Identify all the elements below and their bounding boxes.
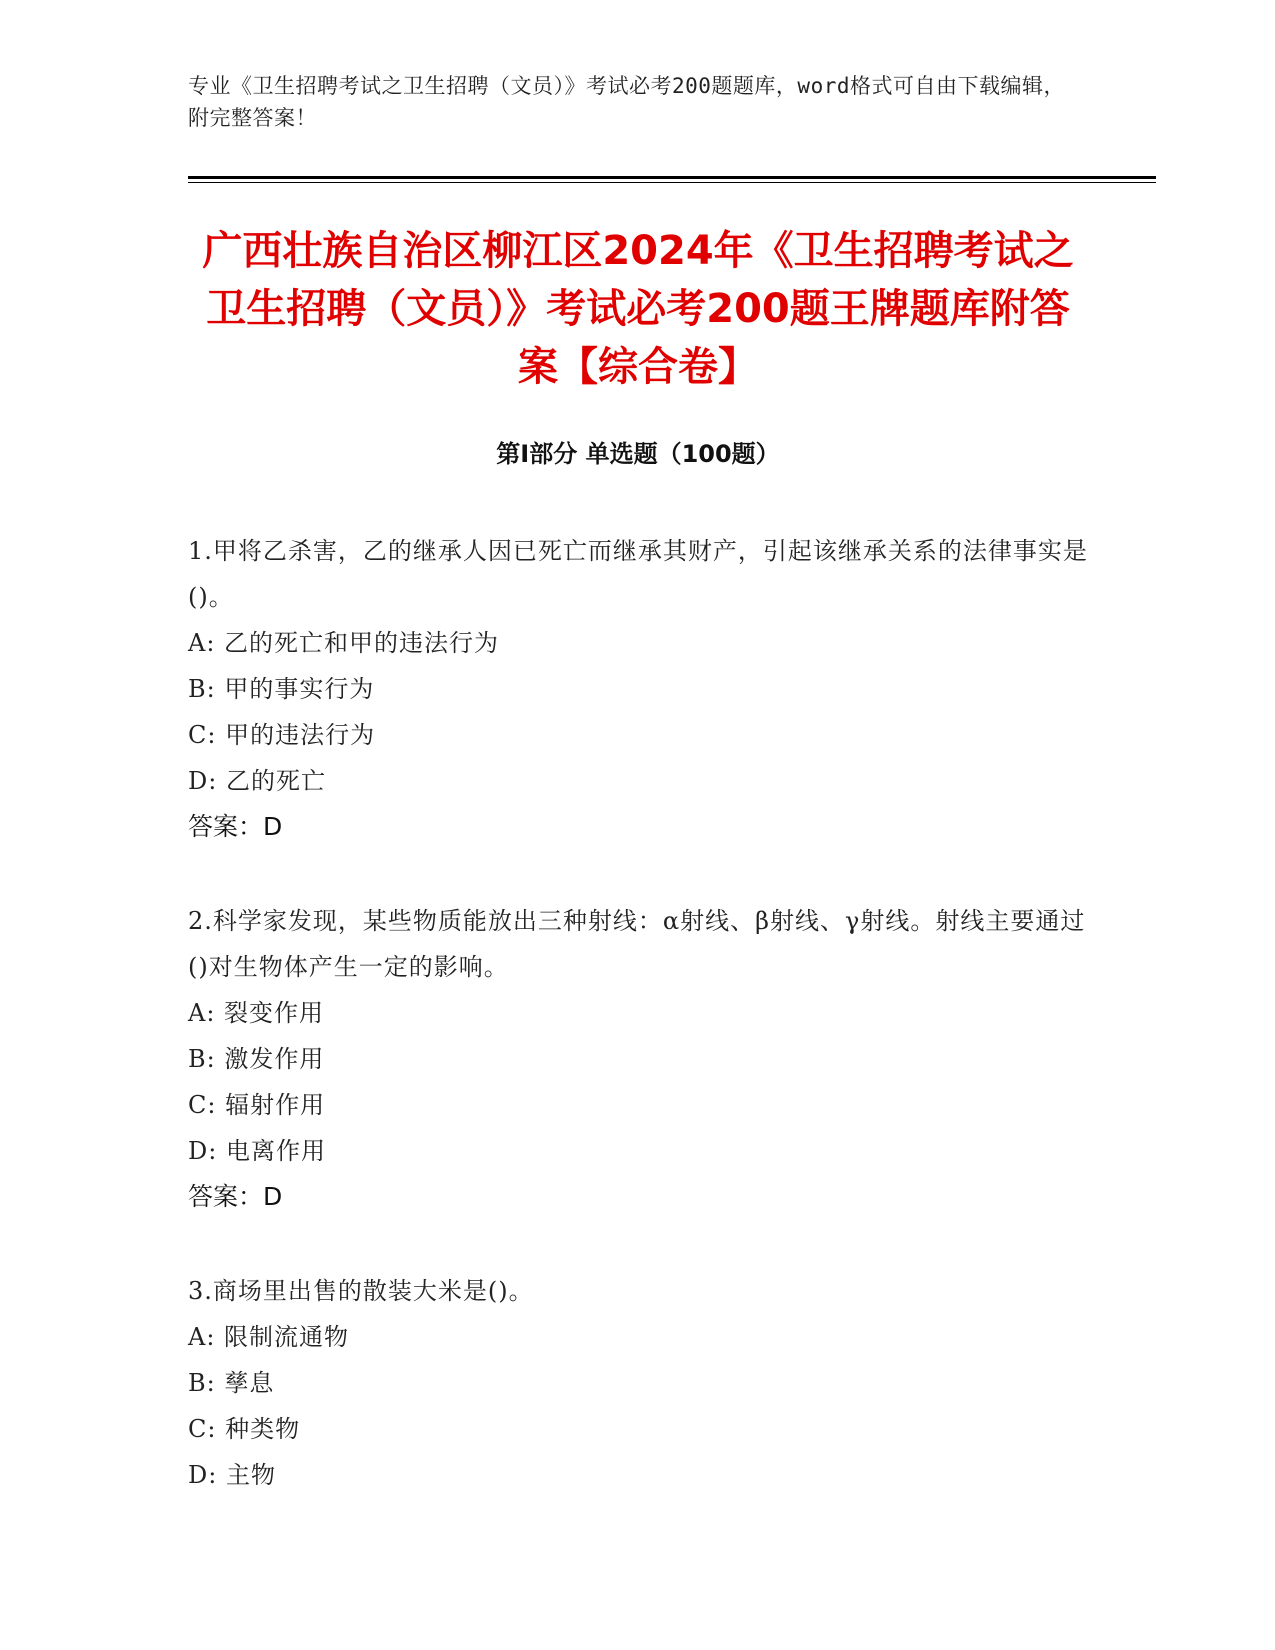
question-option-c: C: 种类物 — [188, 1415, 301, 1443]
question-option-a: A: 裂变作用 — [188, 999, 325, 1027]
header-divider-thick — [188, 176, 1156, 179]
question-stem: 3.商场里出售的散装大米是()。 — [188, 1277, 534, 1305]
question-option-b: B: 甲的事实行为 — [188, 675, 375, 703]
question-answer: 答案：D — [188, 1182, 283, 1211]
question-option-d: D: 乙的死亡 — [188, 767, 326, 795]
question-item — [188, 1268, 1088, 1498]
question-option-b: B: 孳息 — [188, 1369, 275, 1397]
header-note: 专业《卫生招聘考试之卫生招聘（文员）》考试必考200题题库，word格式可自由下载编辑，附完整答案！ — [188, 74, 1065, 130]
question-option-a: A: 限制流通物 — [188, 1323, 350, 1351]
question-option-d: D: 主物 — [188, 1461, 276, 1489]
header-divider-thin — [188, 182, 1156, 183]
question-option-c: C: 辐射作用 — [188, 1091, 326, 1119]
question-option-d: D: 电离作用 — [188, 1137, 326, 1165]
section-heading: 第Ⅰ部分 单选题（100题） — [496, 440, 780, 468]
question-list — [188, 528, 1088, 1546]
document-title: 广西壮族自治区柳江区2024年《卫生招聘考试之卫生招聘（文员）》考试必考200题王牌题库附答案【综合卷】 — [202, 228, 1074, 390]
question-answer: 答案：D — [188, 812, 283, 841]
question-item — [188, 528, 1088, 850]
question-stem: 2.科学家发现，某些物质能放出三种射线：α射线、β射线、γ射线。射线主要通过()对生物体产生一定的影响。 — [188, 907, 1086, 981]
question-option-c: C: 甲的违法行为 — [188, 721, 376, 749]
question-option-b: B: 激发作用 — [188, 1045, 325, 1073]
question-option-a: A: 乙的死亡和甲的违法行为 — [188, 629, 500, 657]
question-stem: 1.甲将乙杀害，乙的继承人因已死亡而继承其财产，引起该继承关系的法律事实是()。 — [188, 537, 1088, 611]
question-item — [188, 898, 1088, 1220]
